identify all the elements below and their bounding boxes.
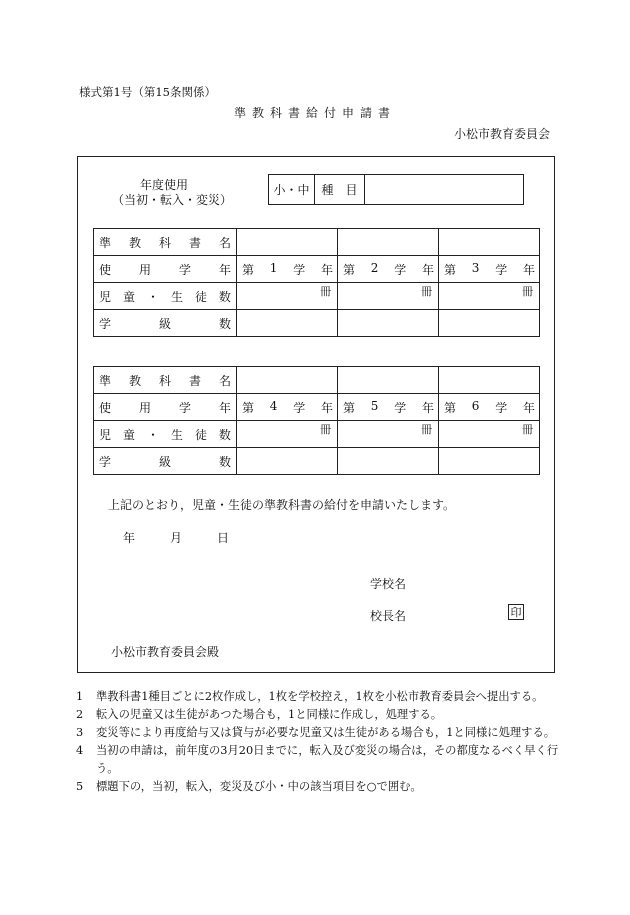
application-statement: 上記のとおり，児童・生徒の準教科書の給付を申請いたします。 xyxy=(108,498,456,512)
document-title: 準教科書給付申請書 xyxy=(233,106,396,120)
grade-cell: 第 6 学 年 xyxy=(439,394,540,421)
grade-table-1 xyxy=(93,228,540,337)
grade-cell: 第 1 学 年 xyxy=(237,256,338,283)
principal-name-label: 校長名 xyxy=(370,609,407,623)
subject-kind-label: 種 目 xyxy=(315,175,365,204)
textbook-name-label: 準 教 科 書 名 xyxy=(94,229,237,256)
table-row xyxy=(94,256,540,283)
date-month-label: 月 xyxy=(170,531,183,545)
student-count-label: 児 童 ・ 生 徒 数 xyxy=(94,283,237,310)
grade-cell: 第 3 学 年 xyxy=(439,256,540,283)
table-row xyxy=(94,229,540,256)
note-item: 1 準教科書1種目ごとに2枚作成し，1枚を学校控え，1枚を小松市教育委員会へ提出する。 xyxy=(76,690,544,703)
class-count-field[interactable] xyxy=(237,310,338,337)
school-name-label: 学校名 xyxy=(370,577,407,591)
class-count-field[interactable] xyxy=(338,448,439,475)
note-item: 3 変災等により再度給与又は貸与が必要な児童又は生徒がある場合も，1と同様に処理する。 xyxy=(76,726,556,739)
class-count-field[interactable] xyxy=(338,310,439,337)
subject-kind-field[interactable] xyxy=(365,175,523,204)
addressee: 小松市教育委員会殿 xyxy=(111,645,220,659)
textbook-name-field[interactable] xyxy=(237,367,338,394)
issuer-name: 小松市教育委員会 xyxy=(453,127,550,141)
textbook-name-field[interactable] xyxy=(338,367,439,394)
grade-cell: 第 2 学 年 xyxy=(338,256,439,283)
subject-kind-box xyxy=(268,174,524,205)
date-day-label: 日 xyxy=(217,531,230,545)
student-count-field[interactable]: 冊 xyxy=(439,283,540,310)
student-count-field[interactable]: 冊 xyxy=(338,283,439,310)
notes-list xyxy=(76,688,566,796)
student-count-field[interactable]: 冊 xyxy=(237,421,338,448)
table-row xyxy=(94,421,540,448)
table-row xyxy=(94,283,540,310)
table-row xyxy=(94,367,540,394)
grade-label: 使 用 学 年 xyxy=(94,256,237,283)
grade-cell: 第 4 学 年 xyxy=(237,394,338,421)
table-row xyxy=(94,310,540,337)
textbook-name-field[interactable] xyxy=(338,229,439,256)
grade-cell: 第 5 学 年 xyxy=(338,394,439,421)
grade-table-2 xyxy=(93,366,540,475)
note-item: 4 当初の申請は，前年度の3月20日までに，転入及び変災の場合は，その都度なるべく早く行う。 xyxy=(76,744,559,775)
student-count-label: 児 童 ・ 生 徒 数 xyxy=(94,421,237,448)
class-count-label: 学 級 数 xyxy=(94,448,237,475)
year-of-use-label: 年度使用 xyxy=(140,178,189,192)
grade-label: 使 用 学 年 xyxy=(94,394,237,421)
student-count-field[interactable]: 冊 xyxy=(439,421,540,448)
class-count-field[interactable] xyxy=(237,448,338,475)
table-row xyxy=(94,448,540,475)
student-count-field[interactable]: 冊 xyxy=(237,283,338,310)
textbook-name-label: 準 教 科 書 名 xyxy=(94,367,237,394)
textbook-name-field[interactable] xyxy=(237,229,338,256)
seal-mark: 印 xyxy=(508,604,524,620)
note-item: 2 転入の児童又は生徒があつた場合も，1と同様に作成し，処理する。 xyxy=(76,708,443,721)
textbook-name-field[interactable] xyxy=(439,229,540,256)
class-count-field[interactable] xyxy=(439,310,540,337)
school-level-cell: 小・中 xyxy=(269,175,315,204)
table-row xyxy=(94,394,540,421)
note-item: 5 標題下の，当初，転入，変災及び小・中の該当項目を○で囲む。 xyxy=(76,780,422,793)
form-reference: 様式第1号（第15条関係） xyxy=(79,85,216,99)
class-count-label: 学 級 数 xyxy=(94,310,237,337)
application-type-options: （当初・転入・変災） xyxy=(112,193,233,207)
textbook-name-field[interactable] xyxy=(439,367,540,394)
student-count-field[interactable]: 冊 xyxy=(338,421,439,448)
class-count-field[interactable] xyxy=(439,448,540,475)
date-year-label: 年 xyxy=(123,531,136,545)
